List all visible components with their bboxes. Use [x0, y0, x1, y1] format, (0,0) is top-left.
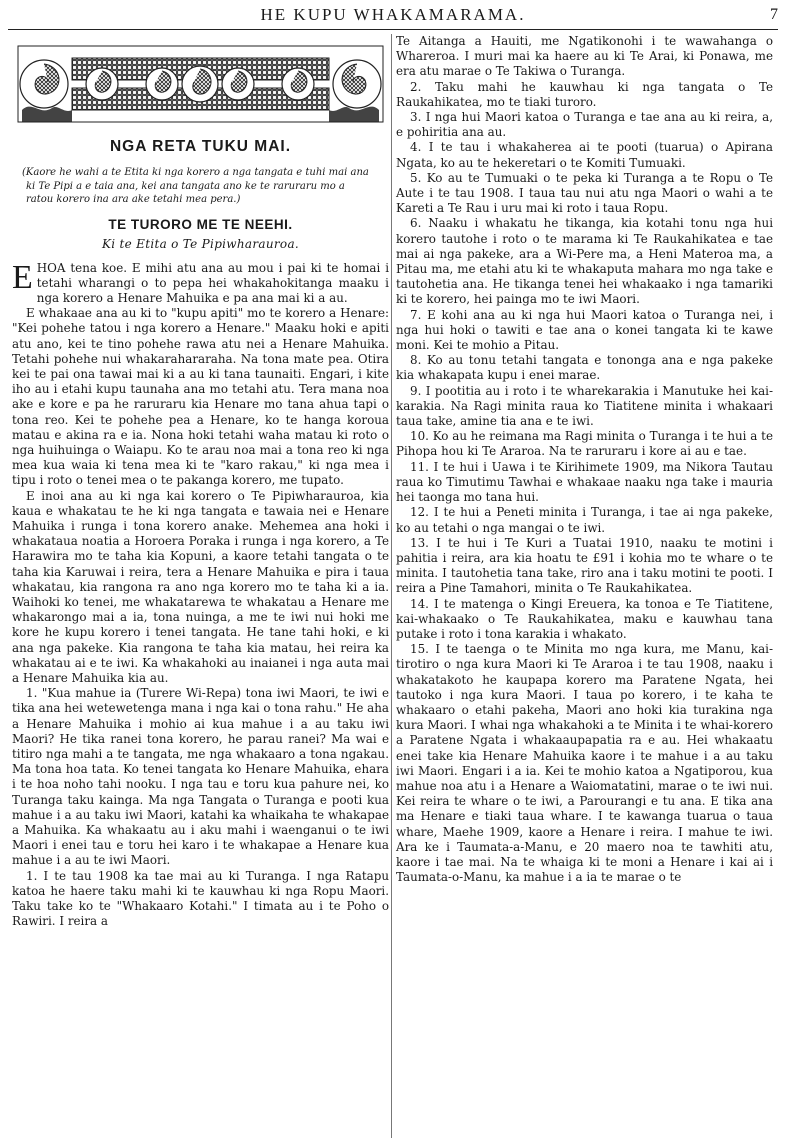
- running-title: HE KUPU WHAKAMARAMA.: [260, 5, 526, 24]
- right-paragraph: Te Aitanga a Hauiti, me Ngatikonohi i te wawahanga o Whareroa. I muri mai ka haere au ki Te Arai, ki Ponawa, me era atu marae o Te Takiwa o Turanga.: [396, 34, 773, 79]
- right-paragraph: 7. E kohi ana au ki nga hui Maori katoa o Turanga nei, i nga hui hoki o tawiti e tae ana o konei tangata ki te kawe moni. Kei te mohio a Pitau.: [396, 307, 773, 353]
- right-paragraph: 14. I te matenga o Kingi Ereuera, ka tonoa e Te Tiatitene, kai-whakaako o Te Raukahikatea, maku e kauwhau tana putake i roto i tona karakia i whakato.: [396, 596, 773, 641]
- article-subheading: TE TURORO ME TE NEEHI.: [108, 216, 293, 232]
- salutation: Ki te Etita o Te Pipiwharauroa.: [101, 236, 300, 251]
- paragraph-3: E inoi ana au ki nga kai korero o Te Pipiwharauroa, kia kaua e whakatau te he ki nga tangata e tawaia nei e Henare Mahuika i runga i tona korero anake. Mehemea ana hoki i whakataua noatia a Horoera Poraka i runga i nga korero, a Te Harawira mo te taha kia Kopuni, a kaore tetahi tangata o te taha kia Karuwai i reira, tera a Henare Mahuika e pira i taua whakatau, kia rangona ra ano nga korero mo te taha ki a ia. Waihoki ko tenei, me whakatarewa te whakatau a Henare me whakarongo mai a ia, tona nuinga, a me te iwi nui hoki me kore he kupu korero i tenei tangata. He tane tahi hoki, e ki ana nga pakeke. Kia rangona te taha kia matau, hei reira ka whakatau ai e te iwi. Ka whakahoki au inaianei i nga auta mai a Henare Mahuika kia au.: [12, 488, 389, 685]
- koru-ornament-graphic: [12, 40, 389, 126]
- left-column: [12, 34, 389, 929]
- right-paragraph: 5. Ko au te Tumuaki o te peka ki Turanga a te Ropu o Te Aute i te tau 1908. I taua tau nui atu nga Maori o wahi a te Kareti a Te Rau i uru mai ki roto i taua Ropu.: [396, 170, 773, 216]
- right-paragraph: 6. Naaku i whakatu he tikanga, kia kotahi tonu nga hui korero tautohe i roto o te marama ki Te Raukahikatea e tae mai ai nga pakeke, ara a Wi-Pere ma, a Heni Materoa ma, a Pitau ma, me etahi atu ki te whakaputa mahara mo nga take e tautohetia ana. He tikanga tenei hei whakaako i nga tamariki ki te korero, hei painga mo te iwi Maori.: [396, 216, 773, 307]
- paragraph-5: 1. I te tau 1908 ka tae mai au ki Turanga. I nga Ratapu katoa he haere taku mahi ki te kauwhau ki nga Ropu Maori. Taku take ko te "Whakaaro Kotahi." I timata au i te Poho o Rawiri. I reira a: [12, 868, 389, 929]
- running-head: [8, 2, 778, 28]
- right-paragraph: 2. Taku mahi he kauwhau ki nga tangata o Te Raukahikatea, mo te tiaki turoro.: [396, 79, 773, 109]
- right-paragraph: 3. I nga hui Maori katoa o Turanga e tae ana au ki reira, a, e pohiritia ana au.: [396, 110, 773, 140]
- page-number: 7: [770, 6, 778, 23]
- left-body-text: [12, 258, 389, 930]
- right-paragraph: 4. I te tau i whakaherea ai te pooti (tuarua) o Apirana Ngata, ko au te hekeretari o te Komiti Tumuaki.: [396, 140, 773, 170]
- paragraph-1-text: HOA tena koe. E mihi atu ana au mou i pai ki te homai i tetahi wharangi o to pepa hei whakahokitanga maaku i nga korero a Henare Mahuika e pa ana mai ki a au.: [36, 260, 389, 305]
- right-paragraph: 13. I te hui i Te Kuri a Tuatai 1910, naaku te motini i pahitia i reira, ara kia hoatu te £91 i kohia mo te whare o te minita. I tautohetia tana take, riro ana i taku motini te pooti. I reira a Pine Tamahori, minita o Te Raukahikatea.: [396, 535, 773, 596]
- right-body-text: [396, 34, 773, 885]
- header-rule: [8, 29, 778, 30]
- right-paragraph: 8. Ko au tonu tetahi tangata e tononga ana e nga pakeke kia whakapata kupu i enei marae.: [396, 353, 773, 383]
- paragraph-1: [12, 258, 389, 307]
- paragraph-4: 1. "Kua mahue ia (Turere Wi-Repa) tona iwi Maori, te iwi e tika ana hei wetewetenga mana i nga kai o tona rahu." He aha a Henare Mahuika i mohio ai kua mahue i a au taku iwi Maori? He tika ranei tona korero, he parau ranei? Ma wai e titiro nga mahi a te tangata, me nga whakaaro a tona ngakau. Ma tona hoa tata. Ko tenei tangata ko Henare Mahuika, ehara i te hoa noho tahi nooku. I nga tau e toru kua pahure nei, ko Turanga taku kainga. Ma nga Tangata o Turanga e pooti kua mahue i a au taku iwi Maori, katahi ka whaikaha te whakapae a Mahuika. Ka whakaatu au i aku mahi i waenganui o te iwi Maori i enei tau e toru hei karo i te whakapae a Henare kua mahue i a au te iwi Maori.: [12, 686, 389, 868]
- right-paragraph: 10. Ko au he reimana ma Ragi minita o Turanga i te hui a te Pihopa hou ki Te Araroa. Na te raruraru i kore ai au e tae.: [396, 429, 773, 459]
- editor-note: (Kaore he wahi a te Etita ki nga korero a nga tangata e tuhi mai ana ki Te Pipi a e taia ana, kei ana tangata ano ke te raruraru mo a ratou korero ina ara ake tetahi mea pera.): [22, 167, 369, 205]
- right-paragraph: 11. I te hui i Uawa i te Kirihimete 1909, ma Nikora Tautau raua ko Timutimu Tawhai e whakaae naaku nga take i mauria hei taonga mo tana hui.: [396, 459, 773, 505]
- right-paragraph: 9. I pootitia au i roto i te wharekarakia i Manutuke hei kai-karakia. Na Ragi minita raua ko Tiatitene minita i whakaari taua take, amine tia ana e te iwi.: [396, 383, 773, 429]
- right-paragraph: 15. I te taenga o te Minita mo nga kura, me Manu, kai-tirotiro o nga kura Maori ki Te Araroa i te tau 1908, naaku i whakatakoto he kaupapa korero ma Paratene Ngata, hei tautoko i nga kura Maori. I taua po korero, i te kaha te whakaaro o etahi pakeha, Maori ano hoki kia turakina nga kura Maori. I whai nga whakahoki a te Minita i te whai-korero a Paratene Ngata i whakaaupapatia ra e au. Hei whakaatu enei take kia Henare Mahuika kaore i te mahue i a au taku iwi Maori. Engari i a ia. Kei te mohio katoa a Ngatiporou, kua mahue noa atu i a Henare a Waiomatatini, marae o te iwi nui. Kei reira te whare o te iwi, a Parourangi e tu ana. E tika ana ma Henare e tiaki taua whare. I te kawanga tuarua o taua whare, Maehe 1909, kaore a Henare i reira. I mahue te iwi. Ara ke i Taumata-a-Manu, e 20 maero noa te tawhiti atu, kaore i tae mai. Na te whaiga ki te moni a Henare i kai ai i Taumata-o-Manu, ka mahue i a ia te marae o te: [396, 642, 773, 885]
- paragraph-2: E whakaae ana au ki to "kupu apiti" mo te korero a Henare: "Kei pohehe tatou i nga korero a Henare." Maaku hoki e apiti atu ano, kei te tino pohehe rawa atu nei a Henare Mahuika. Tetahi pohehe nui whakarahararaha. Na tona mate pea. Otira kei te pai ona tawai mai ki a au ki tana taunaiti. Engari, i kite iho au i etahi kupu taunaha ana mo tetahi atu. Tera mana noa ake e kore e pa he raruraru kia Henare mo tana ahua tapi o tona reo. Kei te pohehe pea a Henare, ko te hanga koroua matau e akina ra e ia. Nona hoki tetahi waha matau ki roto o nga huihuinga o Waiapu. Ko te arau noa mai a tona reo ki nga mea kua waia ki tena mea ki te "karo rakau," ki nga mea i tipu i roto o tenei mea o te pakanga korero, me tupato.: [12, 306, 389, 488]
- column-divider: [391, 34, 392, 1138]
- right-column: [396, 34, 773, 885]
- right-paragraph: 12. I te hui a Peneti minita i Turanga, i tae ai nga pakeke, ko au tetahi o nga mangai o te iwi.: [396, 505, 773, 535]
- article-heading: NGA RETA TUKU MAI.: [109, 138, 292, 155]
- drop-cap: E: [12, 258, 33, 296]
- ornamental-banner: [12, 40, 389, 126]
